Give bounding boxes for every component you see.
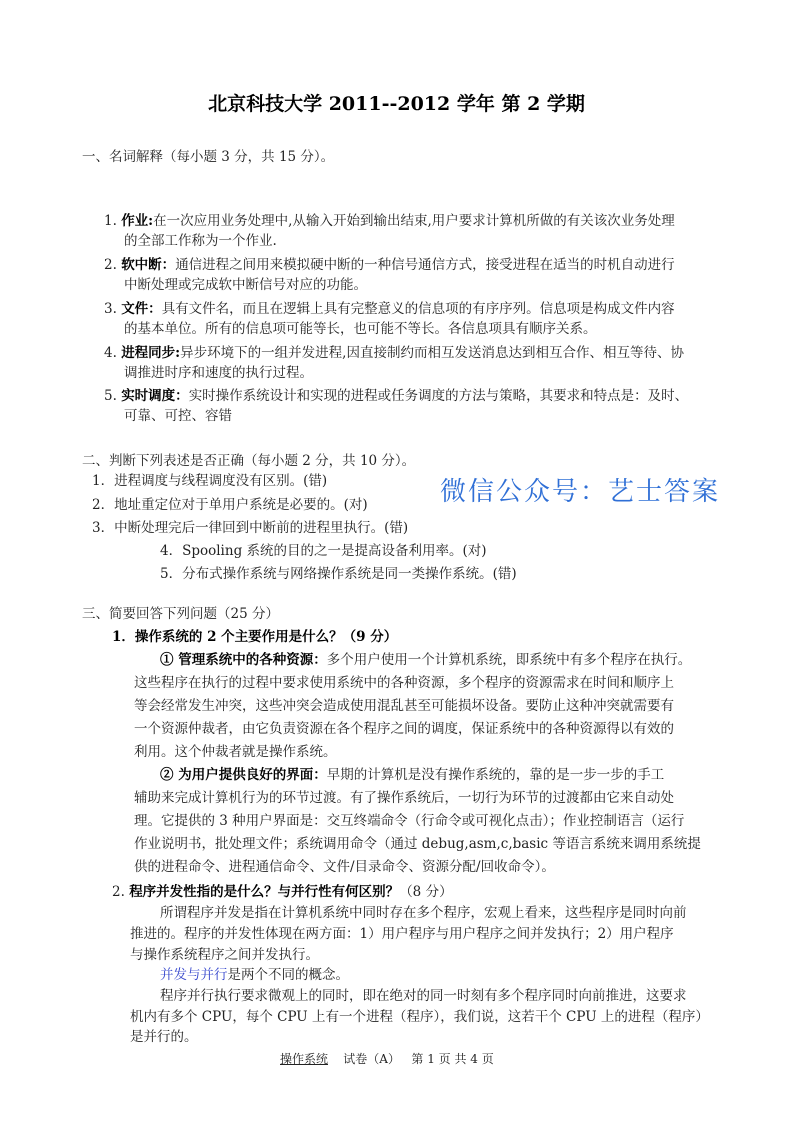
concept-link[interactable]: 并发与并行 xyxy=(160,967,228,983)
page-title: 北京科技大学 2011--2012 学年 第 2 学期 xyxy=(208,93,585,115)
item-number: 1. xyxy=(104,213,117,229)
answer-line: 程序并行执行要求微观上的同时，即在绝对的同一时刻有多个程序同时向前推进，这要求 xyxy=(160,988,687,1004)
answer-line: 辅助来完成计算机行为的环节过渡。有了操作系统后，一切行为环节的过渡都由它来自动处 xyxy=(134,790,674,806)
definition-line: 可靠、可控、容错 xyxy=(124,408,232,424)
section-2-heading: 二、判断下列表述是否正确（每小题 2 分，共 10 分）。 xyxy=(82,453,416,469)
question-number: 2. xyxy=(112,884,125,900)
answer-line: 供的进程命令、进程通信命令、文件/目录命令、资源分配/回收命令）。 xyxy=(134,859,555,875)
page-footer xyxy=(280,1050,494,1068)
judgement-item: 1．进程调度与线程调度没有区别。(错) xyxy=(92,473,328,489)
definition-line: 实时操作系统设计和实现的进程或任务调度的方法与策略，其要求和特点是：及时、 xyxy=(188,388,689,404)
section-1-heading: 一、名词解释（每小题 3 分，共 15 分）。 xyxy=(82,149,335,165)
answer-line: 一个资源仲裁者，由它负责资源在各个程序之间的调度，保证系统中的各种资源得以有效的 xyxy=(134,721,674,737)
term: 作业: xyxy=(121,213,154,229)
answer-line: 是并行的。 xyxy=(130,1029,198,1045)
answer-line: 多个用户使用一个计算机系统，即系统中有多个程序在执行。 xyxy=(326,652,692,668)
question-score: （8 分） xyxy=(399,884,453,900)
judgement-item: 3．中断处理完后一律回到中断前的进程里执行。(错) xyxy=(92,520,409,536)
answer-line: 机内有多个 CPU，每个 CPU 上有一个进程（程序），我们说，这若干个 CPU 上的进程（程序） xyxy=(130,1009,709,1025)
footer-paper: 试卷（A） xyxy=(343,1052,400,1066)
footer-page: 第 1 页 共 4 页 xyxy=(411,1052,494,1066)
definition-line: 在一次应用业务处理中,从输入开始到输出结束,用户要求计算机所做的有关该次业务处理 xyxy=(153,213,675,229)
watermark: 微信公众号：艺士答案 xyxy=(440,477,721,507)
question-2-title: 程序并发性指的是什么？与并行性有何区别？ xyxy=(129,884,400,900)
answer-label: ① 管理系统中的各种资源： xyxy=(160,652,327,668)
answer-line: 所谓程序并发是指在计算机系统中同时存在多个程序，宏观上看来，这些程序是同时向前 xyxy=(160,905,687,921)
section-3-heading: 三、简要回答下列问题（25 分） xyxy=(82,606,279,622)
term: 进程同步: xyxy=(121,345,181,361)
definition-line: 通信进程之间用来模拟硬中断的一种信号通信方式，接受进程在适当的时机自动进行 xyxy=(175,257,675,273)
judgement-item: 2．地址重定位对于单用户系统是必要的。(对) xyxy=(92,497,368,513)
definition-line: 异步环境下的一组并发进程,因直接制约而相互发送消息达到相互合作、相互等待、协 xyxy=(180,345,684,361)
answer-line: 这些程序在执行的过程中要求使用系统中的各种资源，多个程序的资源需求在时间和顺序上 xyxy=(134,675,674,691)
answer-label: ② 为用户提供良好的界面： xyxy=(160,767,327,783)
definition-line: 具有文件名，而且在逻辑上具有完整意义的信息项的有序序列。信息项是构成文件内容 xyxy=(161,301,675,317)
term: 文件： xyxy=(121,301,162,317)
definition-line: 的基本单位。所有的信息项可能等长，也可能不等长。各信息项具有顺序关系。 xyxy=(124,321,597,337)
term: 实时调度： xyxy=(121,388,189,404)
definition-line: 中断处理或完成软中断信号对应的功能。 xyxy=(124,277,367,293)
answer-line: 早期的计算机是没有操作系统的，靠的是一步一步的手工 xyxy=(326,767,665,783)
item-number: 5. xyxy=(104,388,117,404)
term: 软中断： xyxy=(121,257,176,273)
answer-line: 与操作系统程序之间并发执行。 xyxy=(130,947,319,963)
answer-line: 推进的。程序的并发性体现在两方面：1）用户程序与用户程序之间并发执行；2）用户程序 xyxy=(130,926,674,942)
footer-course: 操作系统 xyxy=(280,1052,329,1066)
item-number: 4. xyxy=(104,345,117,361)
item-number: 3. xyxy=(104,301,117,317)
judgement-item: 4．Spooling 系统的目的之一是提高设备利用率。(对) xyxy=(160,543,487,559)
definition-line: 调推进时序和速度的执行过程。 xyxy=(124,365,313,381)
definition-line: 的全部工作称为一个作业. xyxy=(124,233,277,249)
answer-line: 利用。这个仲裁者就是操作系统。 xyxy=(134,744,337,760)
item-number: 2. xyxy=(104,257,117,273)
answer-line: 是两个不同的概念。 xyxy=(227,967,349,983)
answer-line: 理。它提供的 3 种用户界面是：交互终端命令（行命令或可视化点击）；作业控制语言（运行 xyxy=(134,813,685,829)
judgement-item: 5．分布式操作系统与网络操作系统是同一类操作系统。(错) xyxy=(160,566,517,582)
answer-line: 作业说明书，批处理文件；系统调用命令（通过 debug,asm,c,basic 等语言系统来调用系统提 xyxy=(134,836,701,852)
question-1-title: 1．操作系统的 2 个主要作用是什么？（9 分） xyxy=(112,629,398,645)
answer-line: 等会经常发生冲突，这些冲突会造成使用混乱甚至可能损坏设备。要防止这种冲突就需要有 xyxy=(134,698,674,714)
